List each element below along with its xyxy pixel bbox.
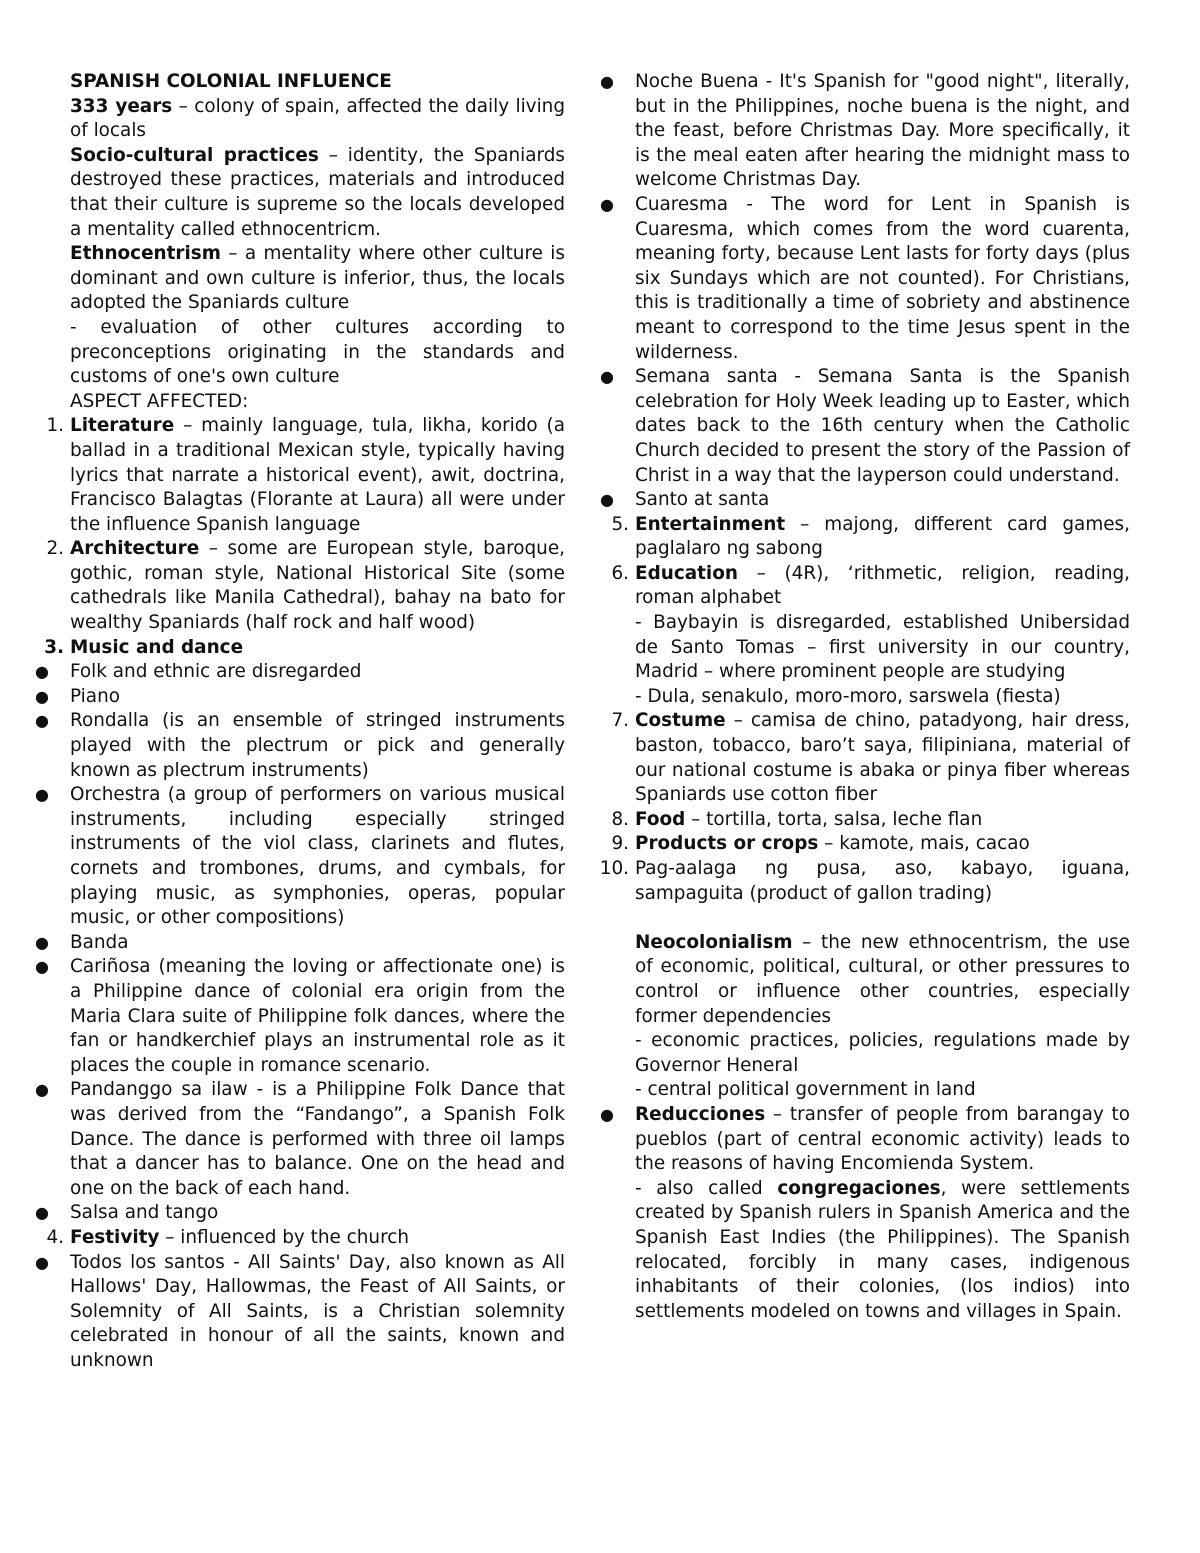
list-number: 5. [611,513,629,535]
paragraph-text: – colony of spain, affected the daily living of locals [70,95,566,142]
bullet-icon: ● [600,490,614,510]
bullet-text: Banda [70,931,129,953]
paragraph-333-years [70,95,565,144]
list-number: 3. [44,636,64,658]
bullet-text: Todos los santos - All Saints' Day, also known as All Hallows' Day, Hallowmas, the Feast of All Saints, or Solemnity of All Saints, is a Christian solemnity celebrated in honour of all the saints, known and unknown [70,1251,565,1371]
bullet-icon: ● [35,686,49,706]
bullet-item [600,70,1130,193]
term-literature: Literature [70,415,175,437]
paragraph-text: – identity, the Spaniards destroyed these practices, materials and introduced that their culture is supreme so the locals developed a mentality called ethnocentricm. [70,144,565,240]
bullet-text: Noche Buena - It's Spanish for "good night", literally, but in the Philippines, noche buena is the night, and the feast, before Christmas Day. More specifically, it is the meal eaten after hearing the midnight mass to welcome Christmas Day. [635,71,1130,191]
bullet-text: Rondalla (is an ensemble of stringed instruments played with the plectrum or pick and generally known as plectrum instruments) [70,710,565,781]
bullet-icon: ● [35,1203,49,1223]
list-item-costume [611,709,1130,807]
list-number: 2. [46,538,64,560]
bullet-item [600,193,1130,365]
bullet-item [600,488,1130,513]
list-item-text: – camisa de chino, patadyong, hair dress, baston, tobacco, baro’t saya, filipiniana, material of our national costume is abaka or pinya fiber whereas Spaniards use cotton fiber [635,710,1130,806]
list-number: 4. [46,1226,64,1248]
ethnocentrism-subnote: - evaluation of other cultures according to preconceptions originating in the standards and customs of one's own culture [70,316,565,388]
left-column [35,70,566,1373]
term-333-years: 333 years [70,95,173,117]
spacer [635,906,1130,931]
list-item-education [611,562,1130,611]
right-column [599,70,1130,1324]
list-number: 9. [611,833,629,855]
bullet-icon: ● [35,711,49,731]
bullet-text: Santo at santa [635,489,770,511]
term-products: Products or crops [635,833,819,855]
bullet-item [35,931,565,956]
list-item-text: Pag-aalaga ng pusa, aso, kabayo, iguana, sampaguita (product of gallon trading) [635,858,1130,904]
term-music-dance: Music and dance [70,636,244,658]
bullet-icon: ● [600,72,614,91]
bullet-item [35,660,565,685]
bullet-text: Folk and ethnic are disregarded [70,661,362,683]
bullet-icon: ● [35,785,49,805]
list-number: 8. [611,808,629,830]
bullet-icon: ● [35,662,49,682]
neocolonialism-subnote: - economic practices, policies, regulations made by Governor Heneral [635,1030,1130,1076]
list-item-text: – mainly language, tula, likha, korido (a ballad in a traditional Mexican style, typically having lyrics that narrate a historical event), awit, doctrina, Francisco Balagtas (Florante at Laura) all were under the influence Spanish language [70,415,565,535]
list-item-text: – (4R), ‘rithmetic, religion, reading, roman alphabet [635,562,1130,609]
list-item-text: – influenced by the church [159,1226,409,1248]
bullet-text: Semana santa - Semana Santa is the Spanish celebration for Holy Week leading up to Easter, which dates back to the 16th century when the Catholic Church decided to present the story of the Passion of Christ in a way that the layperson could understand. [635,366,1130,486]
aspect-affected-heading: ASPECT AFFECTED: [70,390,249,412]
term-congregaciones: congregaciones [777,1177,941,1199]
subnote-text: , were settlements created by Spanish rulers in Spanish America and the Spanish East Indies (the Philippines). The Spanish relocated, forcibly in many cases, indigenous inhabitants of their colonies, (los indios) into settlements modeled on towns and villages in Spain. [635,1177,1130,1322]
bullet-icon: ● [35,1252,49,1272]
reducciones-subnote [635,1177,1130,1325]
bullet-text: Cuaresma - The word for Lent in Spanish is Cuaresma, which comes from the word cuarenta, meaning forty, because Lent lasts for forty days (plus six Sundays which are not counted). For Christians, this is traditionally a time of sobriety and abstinence meant to correspond to the time Jesus spent in the wilderness. [635,193,1130,363]
bullet-text: Salsa and tango [70,1202,219,1224]
list-item-text: – some are European style, baroque, gothic, roman style, National Historical Site (some cathedrals like Manila Cathedral), bahay na bato for wealthy Spaniards (half rock and half wood) [70,538,565,634]
term-architecture: Architecture [70,538,200,560]
neocolonialism-subnote: - central political government in land [635,1079,976,1101]
list-item-text: – majong, different card games, paglalaro ng sabong [635,513,1130,560]
bullet-icon: ● [35,932,49,952]
bullet-icon: ● [35,1080,49,1100]
paragraph-text: – a mentality where other culture is dominant and own culture is inferior, thus, the locals adopted the Spaniards culture [70,243,565,314]
term-festivity: Festivity [70,1226,160,1248]
paragraph-neocolonialism [635,931,1130,1029]
list-item-food [611,808,1130,833]
list-number: 1. [46,415,64,437]
list-item-literature [46,414,565,537]
bullet-item [35,783,565,931]
list-item-music-dance [44,636,565,661]
bullet-text: – transfer of people from barangay to pueblos (part of central economic activity) leads to the reasons of having Encomienda System. [635,1103,1130,1175]
term-education: Education [635,562,738,584]
term-reducciones: Reducciones [635,1103,766,1125]
bullet-icon: ● [600,194,614,214]
bullet-item [600,365,1130,488]
list-item-architecture [46,537,565,635]
term-ethnocentrism: Ethnocentrism [70,243,221,265]
term-neocolonialism: Neocolonialism [635,931,793,953]
bullet-item [35,1201,565,1226]
list-item-text: – tortilla, torta, salsa, leche flan [685,808,983,830]
list-number: 7. [611,710,629,732]
document-title: SPANISH COLONIAL INFLUENCE [70,71,392,92]
list-number: 6. [611,562,629,584]
list-number: 10. [599,858,629,879]
bullet-text: Cariñosa (meaning the loving or affectionate one) is a Philippine dance of colonial era origin from the Maria Clara suite of Philippine folk dances, where the fan or handkerchief plays an instrumental role as it places the couple in romance scenario. [70,956,565,1076]
bullet-item [35,1251,565,1374]
bullet-item-reducciones [600,1103,1130,1177]
list-item-pag-aalaga [599,857,1130,906]
paragraph-text: – the new ethnocentrism, the use of economic, political, cultural, or other pressures to control or influence other countries, especially former dependencies [635,931,1130,1027]
education-subnote: - Dula, senakulo, moro-moro, sarswela (fiesta) [635,685,1061,707]
list-item-text: – kamote, mais, cacao [818,833,1030,855]
list-item-entertainment [611,513,1130,562]
bullet-item [35,1078,565,1201]
bullet-text: Pandanggo sa ilaw - is a Philippine Folk Dance that was derived from the “Fandango”, a Spanish Folk Dance. The dance is performed with three oil lamps that a dancer has to balance. One on the head and one on the back of each hand. [70,1079,565,1199]
education-subnote: - Baybayin is disregarded, established Unibersidad de Santo Tomas – first university in our country, Madrid – where prominent people are studying [635,612,1130,683]
bullet-text: Piano [70,685,120,707]
bullet-item [35,709,565,783]
term-food: Food [635,808,686,830]
bullet-item [35,685,565,710]
bullet-icon: ● [600,367,614,387]
paragraph-socio-cultural [70,144,565,242]
list-item-festivity [46,1226,565,1251]
bullet-icon: ● [35,957,49,977]
bullet-text: Orchestra (a group of performers on various musical instruments, including especially stringed instruments of the viol class, clarinets and flutes, cornets and trombones, drums, and cymbals, for playing music, as symphonies, operas, popular music, or other compositions) [70,784,565,929]
term-socio-cultural: Socio-cultural practices [70,144,319,166]
term-entertainment: Entertainment [635,513,786,535]
paragraph-ethnocentrism [70,242,565,316]
bullet-item [35,955,565,1078]
list-item-products [611,832,1130,857]
subnote-text: - also called [635,1177,778,1199]
term-costume: Costume [635,710,726,732]
bullet-icon: ● [600,1104,614,1124]
